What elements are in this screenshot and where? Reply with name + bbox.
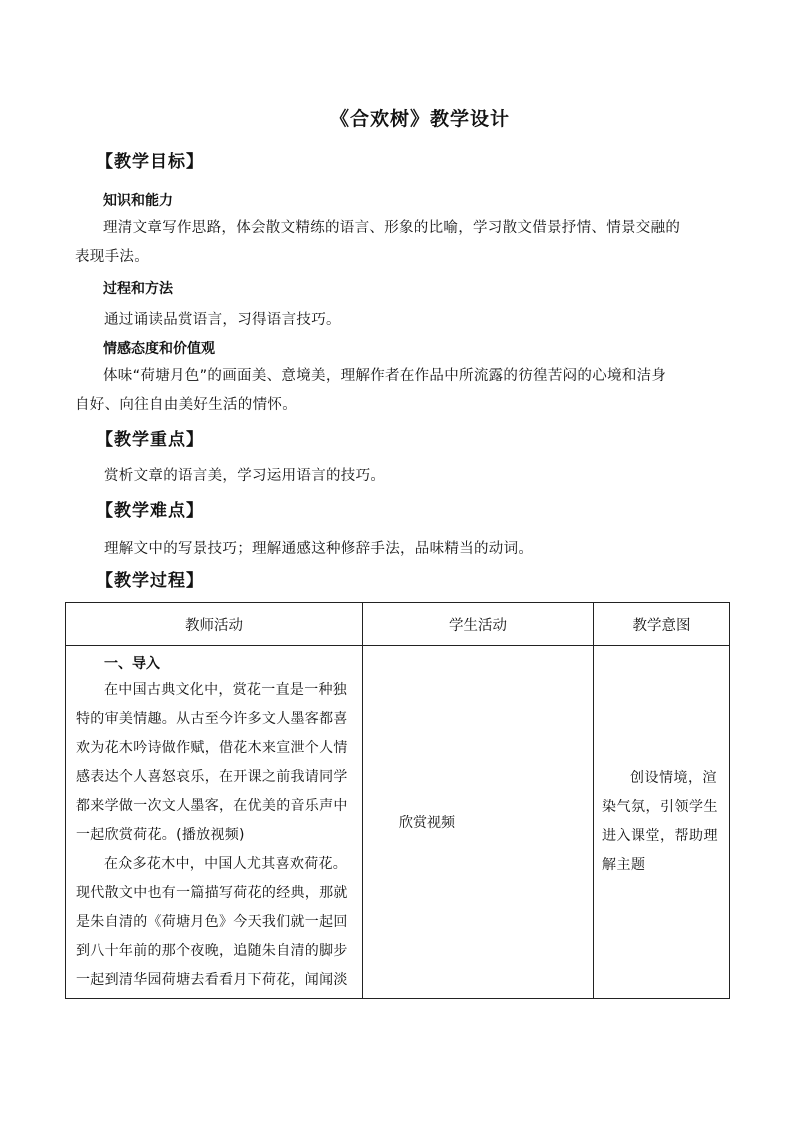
table-header-row [66, 603, 730, 646]
knowledge-line-2: 表现手法。 [75, 249, 149, 265]
values-text [75, 362, 729, 420]
table-row [66, 646, 730, 999]
process-label: 过程和方法 [103, 281, 173, 297]
column-header-student: 学生活动 [363, 603, 594, 646]
knowledge-line-1: 理清文章写作思路，体会散文精练的语言、形象的比喻，学习散文借景抒情、情景交融的 [103, 220, 681, 236]
teacher-paragraph-2: 在众多花木中，中国人尤其喜欢荷花。现代散文中也有一篇描写荷花的经典，那就是朱自清的《荷塘月色》今天我们就一起回到八十年前的那个夜晚，追随朱自清的脚步一起到清华园荷塘去看看月下荷花，闻闻淡 [76, 856, 348, 988]
key-points-heading: 【教学重点】 [96, 430, 204, 450]
objectives-heading: 【教学目标】 [96, 152, 204, 172]
teaching-intent-cell: 创设情境，渲染气氛，引领学生进入课堂，帮助理解主题 [594, 646, 730, 999]
key-points-text: 赏析文章的语言美，学习运用语言的技巧。 [104, 468, 386, 484]
page-title: 《合欢树》教学设计 [329, 108, 510, 130]
difficulties-heading: 【教学难点】 [96, 501, 204, 521]
student-activity-cell: 欣赏视频 [363, 646, 594, 999]
values-label: 情感态度和价值观 [103, 341, 215, 357]
teacher-activity-cell [66, 646, 363, 999]
column-header-teacher: 教师活动 [66, 603, 363, 646]
procedure-heading: 【教学过程】 [96, 571, 204, 591]
difficulties-text: 理解文中的写景技巧；理解通感这种修辞手法，品味精当的动词。 [104, 541, 534, 557]
knowledge-text [75, 214, 729, 272]
teacher-paragraph-1: 在中国古典文化中，赏花一直是一种独特的审美情趣。从古至今许多文人墨客都喜欢为花木吟诗做作赋，借花木来宣泄个人情感表达个人喜怒哀乐，在开课之前我请同学都来学做一次文人墨客，在优美的音乐声中一起欣赏荷花。(播放视频) [76, 682, 348, 843]
column-header-intent: 教学意图 [594, 603, 730, 646]
procedure-table [65, 602, 730, 999]
step-title: 一、导入 [104, 656, 160, 672]
values-line-1: 体味“荷塘月色”的画面美、意境美，理解作者在作品中所流露的彷徨苦闷的心境和洁身 [103, 368, 667, 384]
knowledge-label: 知识和能力 [103, 193, 173, 209]
process-text: 通过诵读品赏语言，习得语言技巧。 [104, 312, 341, 328]
values-line-2: 自好、向往自由美好生活的情怀。 [75, 397, 297, 413]
